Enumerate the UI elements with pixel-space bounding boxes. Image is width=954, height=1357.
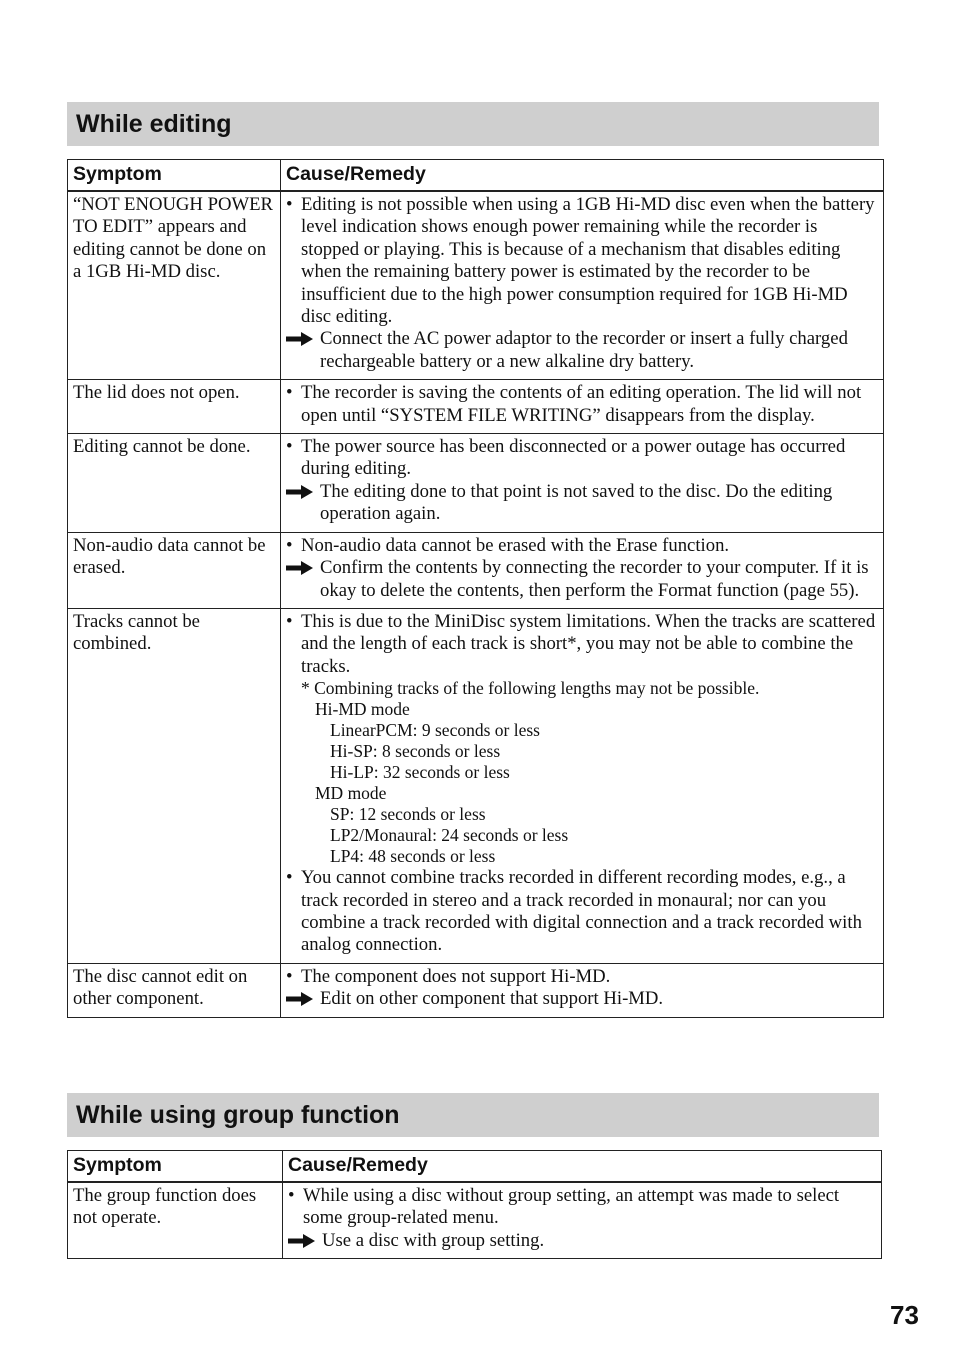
arrow-icon [286, 992, 314, 1006]
cause-bullet: • The component does not support Hi-MD. [286, 966, 879, 988]
section-title: While editing [76, 110, 232, 138]
remedy-line [288, 1230, 877, 1252]
arrow-icon [288, 1234, 316, 1248]
arrow-icon [286, 332, 314, 346]
editing-troubleshooting-table [67, 159, 884, 1018]
table-row [68, 963, 884, 1017]
remedy-line [286, 557, 879, 602]
table-row [68, 380, 884, 434]
remedy-line [286, 328, 879, 373]
table-row [68, 1182, 882, 1259]
cause-remedy-column-header: Cause/Remedy [281, 160, 884, 192]
remedy-text: Use a disc with group setting. [322, 1229, 545, 1251]
cause-bullet: • The power source has been disconnected or a power outage has occurred during editing. [286, 436, 879, 481]
remedy-text: Edit on other component that support Hi-MD. [320, 988, 664, 1010]
footnote-item: Hi-LP: 32 seconds or less [330, 762, 510, 783]
footnote-item: LP4: 48 seconds or less [330, 846, 496, 867]
cause-remedy-cell [283, 1182, 882, 1259]
symptom-cell: Non-audio data cannot be erased. [68, 532, 281, 608]
cause-bullet: • Non-audio data cannot be erased with the Erase function. [286, 535, 879, 557]
remedy-text: The editing done to that point is not saved to the disc. Do the editing operation again. [320, 480, 833, 525]
arrow-icon [286, 485, 314, 499]
remedy-text: Confirm the contents by connecting the recorder to your computer. If it is okay to delete the contents, then perform the Format function (page 55). [320, 557, 869, 601]
footnote-intro: * Combining tracks of the following lengths may not be possible. [301, 678, 760, 699]
symptom-cell: The disc cannot edit on other component. [68, 963, 281, 1017]
symptom-cell: “NOT ENOUGH POWER TO EDIT” appears and editing cannot be done on a 1GB Hi-MD disc. [68, 191, 281, 380]
remedy-text: Connect the AC power adaptor to the recorder or insert a fully charged rechargeable battery or a new alkaline dry battery. [320, 328, 848, 372]
symptom-column-header: Symptom [68, 160, 281, 192]
page-number: 73 [890, 1300, 919, 1330]
cause-bullet: • The recorder is saving the contents of an editing operation. The lid will not open until “SYSTEM FILE WRITING” disappears from the display. [286, 382, 879, 427]
footnote-item: Hi-SP: 8 seconds or less [330, 741, 501, 762]
table-row [68, 532, 884, 608]
mode-heading: Hi-MD mode [315, 699, 410, 720]
cause-remedy-cell [281, 532, 884, 608]
table-row [68, 434, 884, 533]
remedy-line [286, 988, 879, 1010]
table-row [68, 608, 884, 963]
cause-remedy-cell [281, 191, 884, 380]
arrow-icon [286, 561, 314, 575]
symptom-cell: The group function does not operate. [68, 1182, 283, 1259]
cause-remedy-cell [281, 608, 884, 963]
cause-remedy-cell [281, 963, 884, 1017]
remedy-line [286, 481, 879, 526]
cause-bullet: • Editing is not possible when using a 1GB Hi-MD disc even when the battery level indication shows enough power remaining while the recorder is stopped or playing. This is because of a mechanism that disables editing when the remaining battery power is estimated by the recorder to be insufficient due to the high power consumption required for 1GB Hi-MD disc editing. [286, 194, 879, 328]
group-function-troubleshooting-table [67, 1150, 882, 1259]
section-header-group-function [67, 1093, 879, 1137]
symptom-cell: Editing cannot be done. [68, 434, 281, 533]
footnote-block [286, 678, 879, 867]
cause-bullet: • You cannot combine tracks recorded in different recording modes, e.g., a track recorded in stereo and a track recorded in monaural; nor can you combine a track recorded with digital connection and a track recorded with analog connection. [286, 867, 879, 957]
table-row [68, 191, 884, 380]
footnote-item: LP2/Monaural: 24 seconds or less [330, 825, 569, 846]
footnote-item: SP: 12 seconds or less [330, 804, 486, 825]
symptom-cell: The lid does not open. [68, 380, 281, 434]
section-title: While using group function [76, 1101, 400, 1129]
cause-bullet: • This is due to the MiniDisc system limitations. When the tracks are scattered and the length of each track is short*, you may not be able to combine the tracks. [286, 611, 879, 678]
cause-remedy-cell [281, 380, 884, 434]
table-header-row [68, 1151, 882, 1183]
cause-remedy-column-header: Cause/Remedy [283, 1151, 882, 1183]
cause-remedy-cell [281, 434, 884, 533]
mode-heading: MD mode [315, 783, 387, 804]
cause-bullet: • While using a disc without group setting, an attempt was made to select some group-related menu. [288, 1185, 877, 1230]
symptom-cell: Tracks cannot be combined. [68, 608, 281, 963]
section-header-while-editing [67, 102, 879, 146]
table-header-row [68, 160, 884, 192]
symptom-column-header: Symptom [68, 1151, 283, 1183]
footnote-item: LinearPCM: 9 seconds or less [330, 720, 540, 741]
